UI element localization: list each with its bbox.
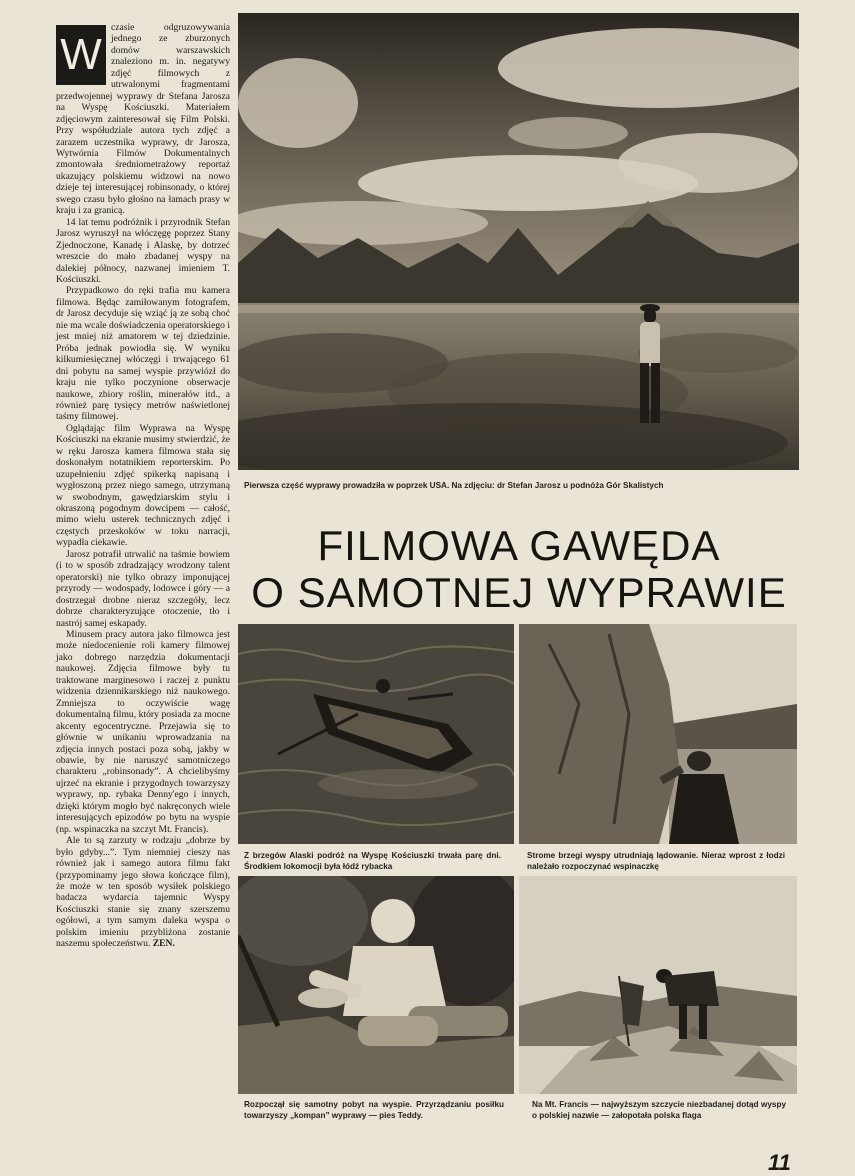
headline-line-1: FILMOWA GAWĘDA	[317, 522, 721, 569]
summit-photo-caption: Na Mt. Francis — najwyższym szczycie niezbadanej dotąd wyspy o polskiej nazwie — załopotała polska flaga	[532, 1100, 786, 1120]
article-paragraph: 14 lat temu podróżnik i przyrodnik Stefan Jarosz wyruszył na włóczęgę poprzez Stany Zjednoczone, Kanadę i Alaskę, by dotrzeć wreszcie do mało zbadanej wyspy na dalekiej północy, nazwanej imieniem T. Kościuszki.	[56, 216, 230, 285]
photo-fishing-boat	[238, 624, 514, 844]
article-paragraph: Jarosz potrafił utrwalić na taśmie bowiem (i to w sposób zdradzający wrodzony talent operatorski) nie tylko obrazy imponującej przyrody — wodospady, lodowce i góry — a dostrzegał drobne nieraz szczegóły, lecz dobrze charakteryzujące otoczenie, tło i nastrój samej eskapady.	[56, 548, 230, 629]
article-column	[56, 22, 230, 950]
author-signature: ZEN.	[152, 938, 175, 950]
main-photo-caption: Pierwsza część wyprawy prowadziła w poprzek USA. Na zdjęciu: dr Stefan Jarosz u podnóża Gór Skalistych	[244, 481, 664, 490]
camp-photo-caption: Rozpoczął się samotny pobyt na wyspie. Przyrządzaniu posiłku towarzyszy „kompan” wyprawy — pies Teddy.	[244, 1100, 504, 1120]
mountain-landscape-image	[238, 13, 799, 470]
article-paragraph	[56, 835, 230, 950]
summit-image	[519, 876, 797, 1094]
article-paragraph-text: Ale to są zarzuty w rodzaju „dobrze by było gdyby...”. Tym niemniej cieszy nas również jak i samego autora filmu fakt (przypominamy jego słowa kończące film), że może w ten sposób wysiłek polskiego badacza wydarcia tajemnic Wyspy Kościuszki stanie się znany szerszemu ogółowi, a tym samym daleka wyspa o polskim imieniu przybliżona zostanie naszemu społeczeństwu.	[56, 835, 230, 950]
cliff-image	[519, 624, 797, 844]
photo-mt-francis-summit	[519, 876, 797, 1094]
cliff-photo-caption: Strome brzegi wyspy utrudniają lądowanie. Nieraz wprost z łodzi należało rozpoczynać wspinaczkę	[527, 851, 785, 871]
article-paragraph: Oglądając film Wyprawa na Wyspę Kościuszki na ekranie musimy stwierdzić, że w ręku Jarosza kamera filmowa stała się doskonałym notatnikiem reporterskim. Po uzupełnieniu zdjęć spikerką napisaną i wygłoszoną przez niego samego, utrzymaną w swobodnym, gawędziarskim stylu i okraszoną pogodnym dowcipem — całość, mimo wielu usterek technicznych zdjęć i częstych przeskoków w toku narracji, wypadła ciekawie.	[56, 422, 230, 549]
article-paragraph: czasie odgruzowywania jednego ze zburzonych domów warszawskich znaleziono m. in. negatywy zdjęć filmowych z utrwalonymi fragmentami przedwojennej wyprawy dr Stefana Jarosza na Wyspę Kościuszki. Materiałem zdjęciowym zainteresował się Film Polski. Przy współudziale autora tych zdjęć a zarazem uczestnika wyprawy, dr Jarosza, Wytwórnia Filmów Dokumentalnych zmontowała średniometrażowy reportaż ukazujący polskiemu widzowi na nowo dzieje tej interesującej robinsonady, o której swego czasu było głośno na łamach prasy w kraju i za granicą.	[56, 22, 230, 217]
photo-steep-cliff	[519, 624, 797, 844]
photo-camp-cooking	[238, 876, 514, 1094]
drop-cap: W	[56, 25, 106, 85]
main-photo-rocky-mountains	[238, 13, 799, 470]
boat-photo-caption: Z brzegów Alaski podróż na Wyspę Kościuszki trwała parę dni. Środkiem lokomocji była łódź rybacka	[244, 851, 501, 871]
boat-image	[238, 624, 514, 844]
headline-line-2: O SAMOTNEJ WYPRAWIE	[251, 569, 787, 616]
page-number: 11	[768, 1150, 791, 1175]
camp-image	[238, 876, 514, 1094]
article-paragraph: Minusem pracy autora jako filmowca jest może niedocenienie roli kamery filmowej jako dobrego narzędzia dokumentacji naukowej. Zdjęcia filmowe były tu traktowane marginesowo i raczej z punktu widzenia dziennikarskiego niż naukowego. Zmniejsza to oczywiście wagę dokumentalną filmu, który posiada za mocne akcenty egocentryczne. Przejawia się to głównie w unikaniu wprowadzania na zdjęcia innych postaci poza sobą, jakby w obawie, by nie naruszyć samotniczego charakteru „robinsonady”. A chcielibyśmy ujrzeć na ekranie i przygodnych towarzyszy wyprawy, np. rybaka Denny'ego i innych, dzięki którym mogło być nakręconych wiele interesujących epizodów po bytu na wyspie (np. wspinaczka na szczyt Mt. Francis).	[56, 629, 230, 835]
article-paragraph: Przypadkowo do ręki trafia mu kamera filmowa. Będąc zamiłowanym fotografem, dr Jarosz decyduje się wziąć ją ze sobą choć nie ma wcale doświadczenia operatorskiego i jest mniej niż amatorem w tej dziedzinie. Próba jednak powiodła się. W wyniku kilkumiesięcznej włóczęgi i trwającego 61 dni pobytu na samej wyspie przywiózł do kraju nie tylko poczynione obserwacje naukowe, zbiory roślin, minerałów itd., a również parę tysięcy metrów naświetlonej taśmy filmowej.	[56, 285, 230, 423]
